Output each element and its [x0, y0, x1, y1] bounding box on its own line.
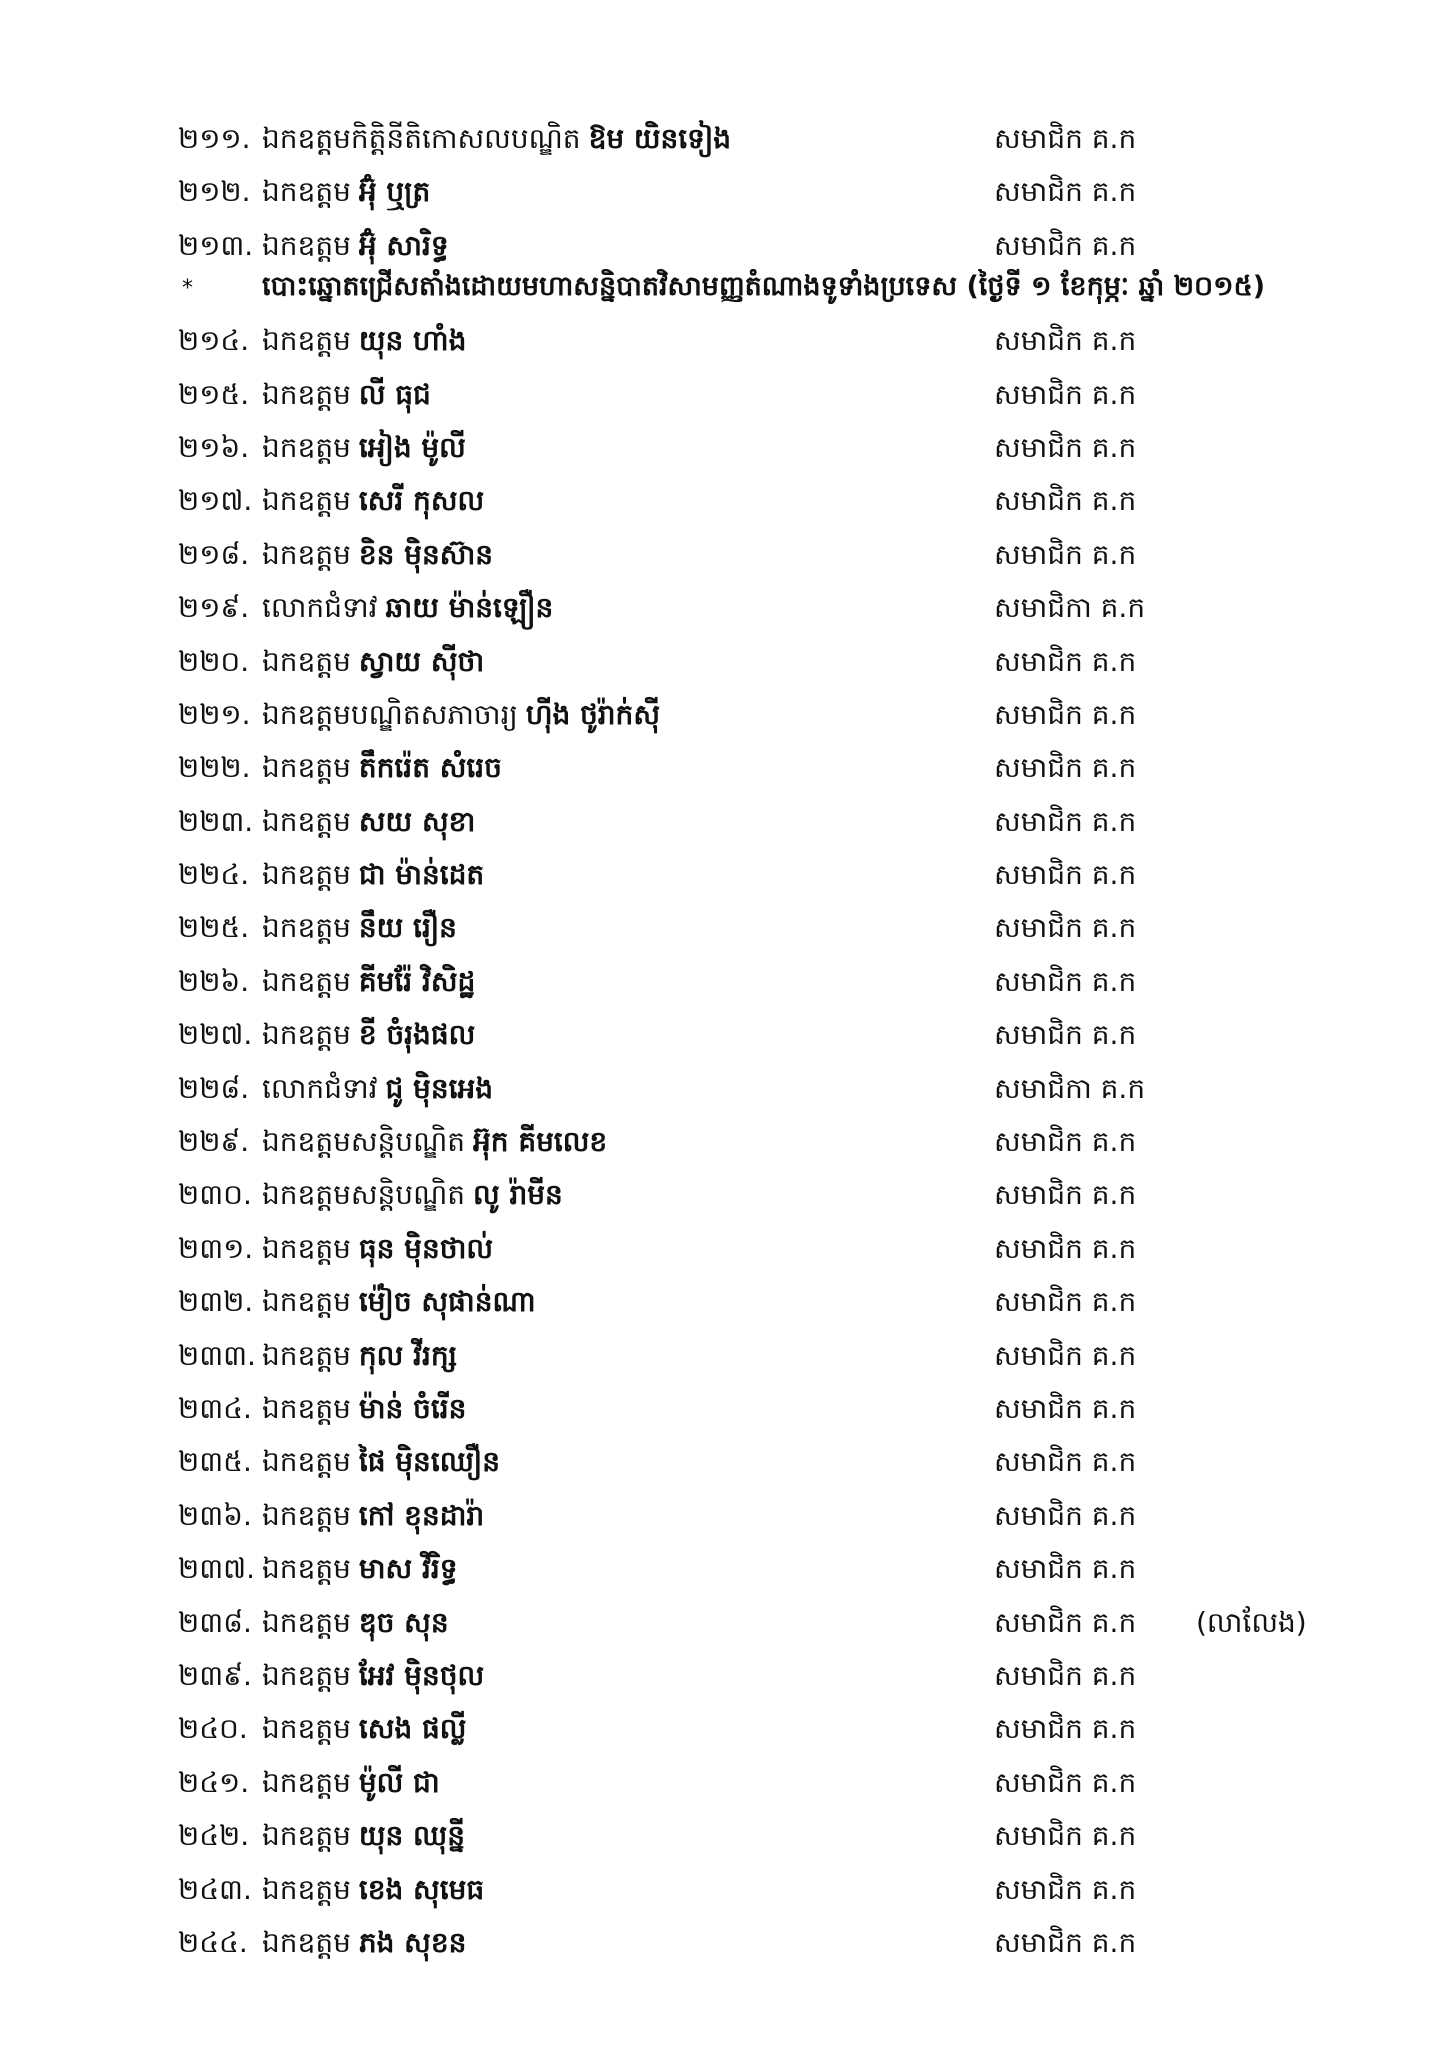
member-name: ឆាយ ម៉ាន់ឡឿន [385, 591, 554, 625]
entry-number: ២២៥. [178, 911, 250, 945]
member-role: សមាជិក គ.ក [994, 122, 1137, 155]
entry-title-and-name [262, 1329, 457, 1382]
entry-number: ២២២. [178, 751, 251, 785]
honorific-title: ឯកឧត្តមសន្តិបណ្ឌិត [262, 1125, 466, 1159]
member-row [0, 1062, 1448, 1115]
member-name: ផៃ ម៉ិនឈឿន [358, 1445, 501, 1479]
entry-title-and-name [262, 635, 484, 688]
member-role: សមាជិកា គ.ក [994, 591, 1146, 625]
member-name: ម៉ៀច សុផាន់ណា [358, 1285, 536, 1319]
honorific-title: ឯកឧត្តមបណ្ឌិតសភាចារ្យ [262, 697, 518, 731]
honorific-title: ឯកឧត្តម [262, 1605, 351, 1639]
honorific-title: ឯកឧត្តមកិត្តិនីតិកោសលបណ្ឌិត [262, 122, 581, 155]
entry-number: ២៣៣. [178, 1338, 256, 1372]
entry-note: (លាលែង) [1196, 1605, 1307, 1639]
member-row [0, 955, 1448, 1008]
entry-number: ២១៩. [178, 591, 250, 625]
member-row [0, 165, 1448, 218]
member-name: សេង ផល្លី [358, 1712, 467, 1746]
honorific-title: ឯកឧត្តម [262, 751, 351, 785]
entry-title-and-name [262, 1062, 493, 1115]
member-row [0, 1756, 1448, 1809]
member-role: សមាជិក គ.ក [994, 1552, 1137, 1586]
entry-title-and-name [262, 1222, 493, 1275]
member-name: លូ រ៉ាមីន [473, 1178, 563, 1212]
entry-number: ២១៣. [178, 228, 254, 262]
member-name: ឌុច សុន [358, 1605, 449, 1639]
honorific-title: ឯកឧត្តម [262, 1018, 351, 1052]
member-row [0, 1863, 1448, 1916]
entry-title-and-name [262, 219, 449, 272]
member-row [0, 1916, 1448, 1969]
member-name: ខេង សុមេធ [358, 1872, 485, 1906]
entry-number: ២២៩. [178, 1125, 250, 1159]
honorific-title: ឯកឧត្តម [262, 964, 351, 998]
entry-title-and-name [262, 741, 502, 794]
entry-number: ២២៨. [178, 1071, 250, 1105]
entry-number: ២២៦. [178, 964, 250, 998]
member-row [0, 112, 1448, 165]
entry-title-and-name [262, 901, 457, 954]
member-name: ម៉ូលី ជា [358, 1765, 440, 1799]
member-role: សមាជិក គ.ក [994, 964, 1137, 998]
entry-title-and-name [262, 1596, 449, 1649]
member-row [0, 741, 1448, 794]
entry-title-and-name [262, 112, 731, 165]
honorific-title: ឯកឧត្តម [262, 858, 351, 892]
member-row [0, 848, 1448, 901]
entry-number: ២៣២. [178, 1285, 254, 1319]
member-role: សមាជិក គ.ក [994, 430, 1137, 464]
member-role: សមាជិក គ.ក [994, 175, 1137, 209]
honorific-title: ឯកឧត្តម [262, 1765, 351, 1799]
member-name: អ៊ុំ សារិទ្ធ [358, 228, 449, 262]
entry-title-and-name [262, 474, 484, 527]
member-row [0, 1649, 1448, 1702]
honorific-title: លោកជំទាវ [262, 591, 378, 625]
entry-number: ២១៧. [178, 484, 253, 518]
member-row [0, 635, 1448, 688]
section-heading: បោះឆ្នោតជ្រើសតាំងដោយមហាសន្និបាតវិសាមញ្ញតំណាងទូទាំងប្រទេស (ថ្ងៃទី ១ ខែកុម្ភៈ ឆ្នាំ ២០១៥) [262, 271, 1266, 303]
entry-number: ២២១. [178, 697, 251, 731]
member-name: យុន ឈុន្នី [358, 1819, 466, 1853]
honorific-title: ឯកឧត្តម [262, 1445, 351, 1479]
entry-number: ២៣០. [178, 1178, 252, 1212]
member-name: សយ សុខា [358, 804, 476, 838]
entry-title-and-name [262, 421, 466, 474]
entry-title-and-name [262, 528, 493, 581]
section-heading-row [0, 272, 1448, 314]
member-row [0, 1329, 1448, 1382]
member-row [0, 688, 1448, 741]
honorific-title: ឯកឧត្តម [262, 1231, 351, 1265]
entry-number: ២២៧. [178, 1018, 253, 1052]
member-name: ភង សុខន [358, 1925, 467, 1959]
honorific-title: ឯកឧត្តម [262, 1391, 351, 1425]
member-name: កុល វីរក្ស [358, 1338, 457, 1372]
member-role: សមាជិក គ.ក [994, 537, 1137, 571]
member-role: សមាជិក គ.ក [994, 1391, 1137, 1425]
member-role: សមាជិក គ.ក [994, 484, 1137, 518]
entry-number: ២២៣. [178, 804, 254, 838]
entry-title-and-name [262, 795, 475, 848]
entry-title-and-name [262, 955, 475, 1008]
member-row [0, 795, 1448, 848]
honorific-title: ឯកឧត្តម [262, 430, 351, 464]
entry-number: ២៤២. [178, 1819, 250, 1853]
member-role: សមាជិក គ.ក [994, 324, 1137, 358]
entry-title-and-name [262, 1809, 465, 1862]
entry-title-and-name [262, 1115, 607, 1168]
honorific-title: ឯកឧត្តម [262, 644, 351, 678]
honorific-title: ឯកឧត្តម [262, 804, 351, 838]
entry-number: ២១១. [178, 122, 251, 155]
entry-number: ២៣៦. [178, 1498, 252, 1532]
entry-number: ២៤៤. [178, 1925, 248, 1959]
member-role: សមាជិក គ.ក [994, 697, 1137, 731]
member-name: អែវ ម៉ិនថុល [358, 1658, 485, 1692]
entry-title-and-name [262, 1168, 563, 1221]
member-role: សមាជិក គ.ក [994, 228, 1137, 262]
member-name: ខិន ម៉ិនស៊ាន [358, 537, 494, 571]
member-role: សមាជិក គ.ក [994, 1178, 1137, 1212]
member-row [0, 1702, 1448, 1755]
entry-title-and-name [262, 1916, 466, 1969]
member-row [0, 1435, 1448, 1488]
honorific-title: ឯកឧត្តម [262, 1552, 351, 1586]
honorific-title: ឯកឧត្តម [262, 1498, 351, 1532]
member-name: ជូ ម៉ិនអេង [385, 1071, 494, 1105]
entry-number: ២១៥. [178, 377, 250, 411]
member-role: សមាជិក គ.ក [994, 1658, 1137, 1692]
entry-title-and-name [262, 1702, 466, 1755]
entry-number: ២៣៤. [178, 1391, 252, 1425]
member-role: សមាជិក គ.ក [994, 911, 1137, 945]
honorific-title: ឯកឧត្តម [262, 1285, 351, 1319]
member-list [0, 112, 1448, 1969]
member-role: សមាជិក គ.ក [994, 1925, 1137, 1959]
member-name: ម៉ាន់ ចំរើន [358, 1391, 467, 1425]
member-role: សមាជិក គ.ក [994, 1285, 1137, 1319]
honorific-title: ឯកឧត្តម [262, 175, 351, 209]
member-row [0, 901, 1448, 954]
member-role: សមាជិកា គ.ក [994, 1071, 1146, 1105]
entry-number: ២២០. [178, 644, 250, 678]
entry-title-and-name [262, 581, 553, 634]
honorific-title: ឯកឧត្តម [262, 1658, 351, 1692]
honorific-title: ឯកឧត្តម [262, 1872, 351, 1906]
member-role: សមាជិក គ.ក [994, 1445, 1137, 1479]
member-role: សមាជិក គ.ក [994, 1819, 1137, 1853]
honorific-title: លោកជំទាវ [262, 1071, 378, 1105]
entry-number: ២១៦. [178, 430, 250, 464]
honorific-title: ឯកឧត្តម [262, 377, 351, 411]
honorific-title: ឯកឧត្តម [262, 1925, 351, 1959]
member-role: សមាជិក គ.ក [994, 377, 1137, 411]
honorific-title: ឯកឧត្តម [262, 1712, 351, 1746]
member-name: ស្វាយ ស៊ីថា [358, 644, 485, 678]
member-name: យុន ហាំង [358, 324, 467, 358]
entry-number: ២៤១. [178, 1765, 250, 1799]
member-row [0, 1275, 1448, 1328]
honorific-title: ឯកឧត្តមសន្តិបណ្ឌិត [262, 1178, 466, 1212]
member-role: សមាជិក គ.ក [994, 1605, 1137, 1639]
member-role: សមាជិក គ.ក [994, 1125, 1137, 1159]
entry-title-and-name [262, 1489, 484, 1542]
member-role: សមាជិក គ.ក [994, 1498, 1137, 1532]
entry-title-and-name [262, 314, 466, 367]
entry-title-and-name [262, 1542, 458, 1595]
member-row [0, 1115, 1448, 1168]
member-row [0, 528, 1448, 581]
member-name: មាស វិរិទ្ធ [358, 1552, 458, 1586]
member-role: សមាជិក គ.ក [994, 644, 1137, 678]
entry-title-and-name [262, 1649, 484, 1702]
member-name: ខី ចំរុងផល [358, 1018, 476, 1052]
member-role: សមាជិក គ.ក [994, 858, 1137, 892]
entry-number: ២៣៩. [178, 1658, 252, 1692]
entry-title-and-name [262, 1008, 475, 1061]
member-row [0, 368, 1448, 421]
member-name: សេរី កុសល [358, 484, 485, 518]
honorific-title: ឯកឧត្តម [262, 324, 351, 358]
member-row [0, 219, 1448, 272]
entry-title-and-name [262, 1382, 466, 1435]
member-role: សមាជិក គ.ក [994, 751, 1137, 785]
honorific-title: ឯកឧត្តម [262, 484, 351, 518]
member-role: សមាជិក គ.ក [994, 1018, 1137, 1052]
honorific-title: ឯកឧត្តម [262, 911, 351, 945]
member-name: អ៊ុំ ឬត្រ [358, 175, 431, 209]
member-row [0, 1596, 1448, 1649]
member-row [0, 1168, 1448, 1221]
member-role: សមាជិក គ.ក [994, 1765, 1137, 1799]
entry-title-and-name [262, 848, 484, 901]
member-row [0, 474, 1448, 527]
entry-title-and-name [262, 1275, 536, 1328]
honorific-title: ឯកឧត្តម [262, 228, 351, 262]
member-name: ឱម យិនទៀង [588, 122, 732, 155]
member-name: អៀង ម៉ូលី [358, 430, 466, 464]
entry-title-and-name [262, 1756, 440, 1809]
member-row [0, 1222, 1448, 1275]
entry-number: ២៣៨. [178, 1605, 252, 1639]
member-name: កៅ ខុនដារ៉ា [358, 1498, 485, 1532]
entry-number: ២២៤. [178, 858, 250, 892]
entry-title-and-name [262, 1863, 484, 1916]
member-name: ហ៊ីង ថូរ៉ាក់ស៊ី [525, 697, 660, 731]
entry-number: ២៣១. [178, 1231, 254, 1265]
member-row [0, 314, 1448, 367]
member-row [0, 1008, 1448, 1061]
member-role: សមាជិក គ.ក [994, 804, 1137, 838]
member-role: សមាជិក គ.ក [994, 1338, 1137, 1372]
member-row [0, 421, 1448, 474]
asterisk-marker: * [182, 276, 193, 302]
member-row [0, 1489, 1448, 1542]
honorific-title: ឯកឧត្តម [262, 1819, 351, 1853]
honorific-title: ឯកឧត្តម [262, 1338, 351, 1372]
member-row [0, 581, 1448, 634]
member-role: សមាជិក គ.ក [994, 1712, 1137, 1746]
member-name: អ៊ុក គីមលេខ [473, 1125, 608, 1159]
member-role: សមាជិក គ.ក [994, 1872, 1137, 1906]
member-row [0, 1382, 1448, 1435]
entry-title-and-name [262, 165, 430, 218]
member-name: ធុន ម៉ិនថាល់ [358, 1231, 494, 1265]
entry-number: ២១២. [178, 175, 251, 209]
entry-number: ២៤០. [178, 1712, 248, 1746]
member-row [0, 1809, 1448, 1862]
entry-title-and-name [262, 688, 660, 741]
member-name: លី ធុជ [358, 377, 431, 411]
entry-number: ២៤៣. [178, 1872, 252, 1906]
entry-number: ២១៨. [178, 537, 250, 571]
entry-title-and-name [262, 368, 431, 421]
entry-number: ២១៤. [178, 324, 250, 358]
member-name: ជា ម៉ាន់ដេត [358, 858, 485, 892]
member-role: សមាជិក គ.ក [994, 1231, 1137, 1265]
honorific-title: ឯកឧត្តម [262, 537, 351, 571]
entry-number: ២៣៧. [178, 1552, 255, 1586]
member-name: តឹករ៉េត សំរេច [358, 751, 502, 785]
member-name: នឹយ រឿន [358, 911, 457, 945]
member-row [0, 1542, 1448, 1595]
member-name: គីមរ៉ែ វិសិដ្ឋ [358, 964, 476, 998]
entry-title-and-name [262, 1435, 500, 1488]
entry-number: ២៣៥. [178, 1445, 252, 1479]
